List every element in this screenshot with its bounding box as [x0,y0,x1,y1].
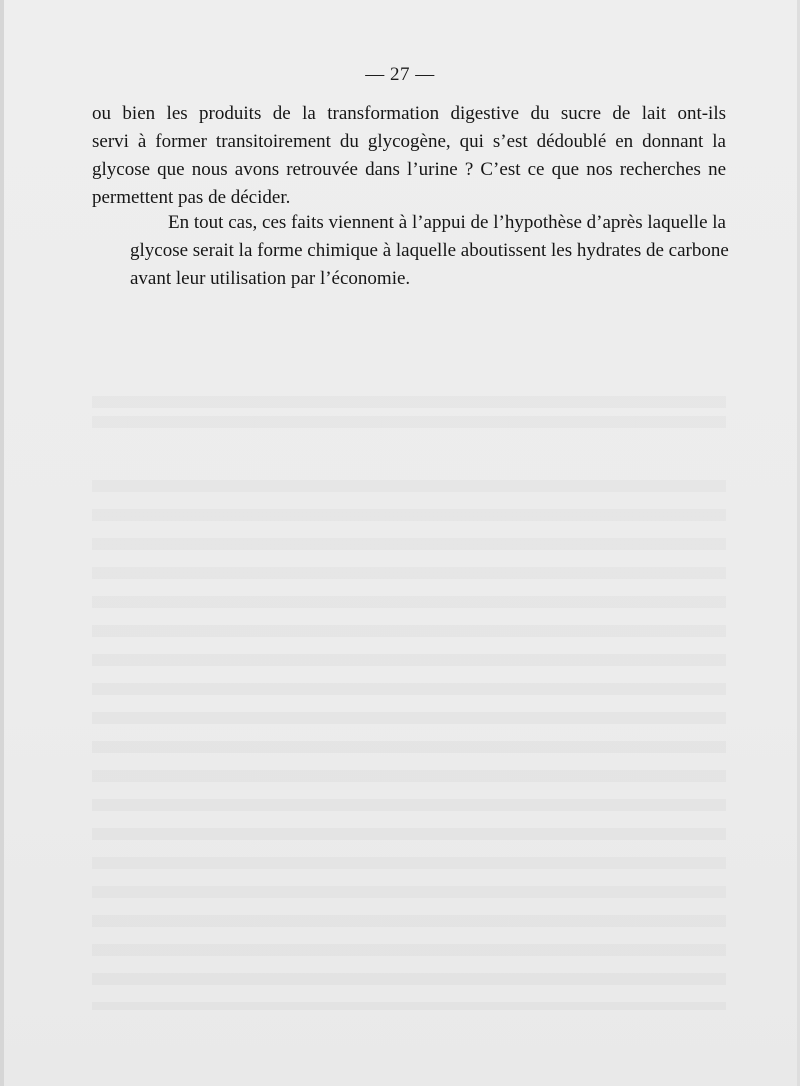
text-line: servi à former transitoirement du glycogène, qui s’est dédoublé en donnant la [92,131,726,152]
text-line: En tout cas, ces faits viennent à l’appui de l’hypothèse d’après laquelle la [168,212,726,233]
text-line: ou bien les produits de la transformation digestive du sucre de lait ont-ils [92,103,726,124]
text-line: glycose que nous avons retrouvée dans l’urine ? C’est ce que nos recherches ne [92,159,726,180]
paragraph-2 [92,209,729,293]
show-through-texture-lower [92,470,726,1010]
page-edge-left [0,0,4,1086]
paragraph-1 [92,100,726,212]
page-number: — 27 — [365,64,435,85]
show-through-texture [92,388,726,428]
text-line: glycose serait la forme chimique à laquelle aboutissent les hydrates de carbone [130,240,729,261]
text-line: avant leur utilisation par l’économie. [130,268,411,289]
text-line: permettent pas de décider. [92,187,291,208]
